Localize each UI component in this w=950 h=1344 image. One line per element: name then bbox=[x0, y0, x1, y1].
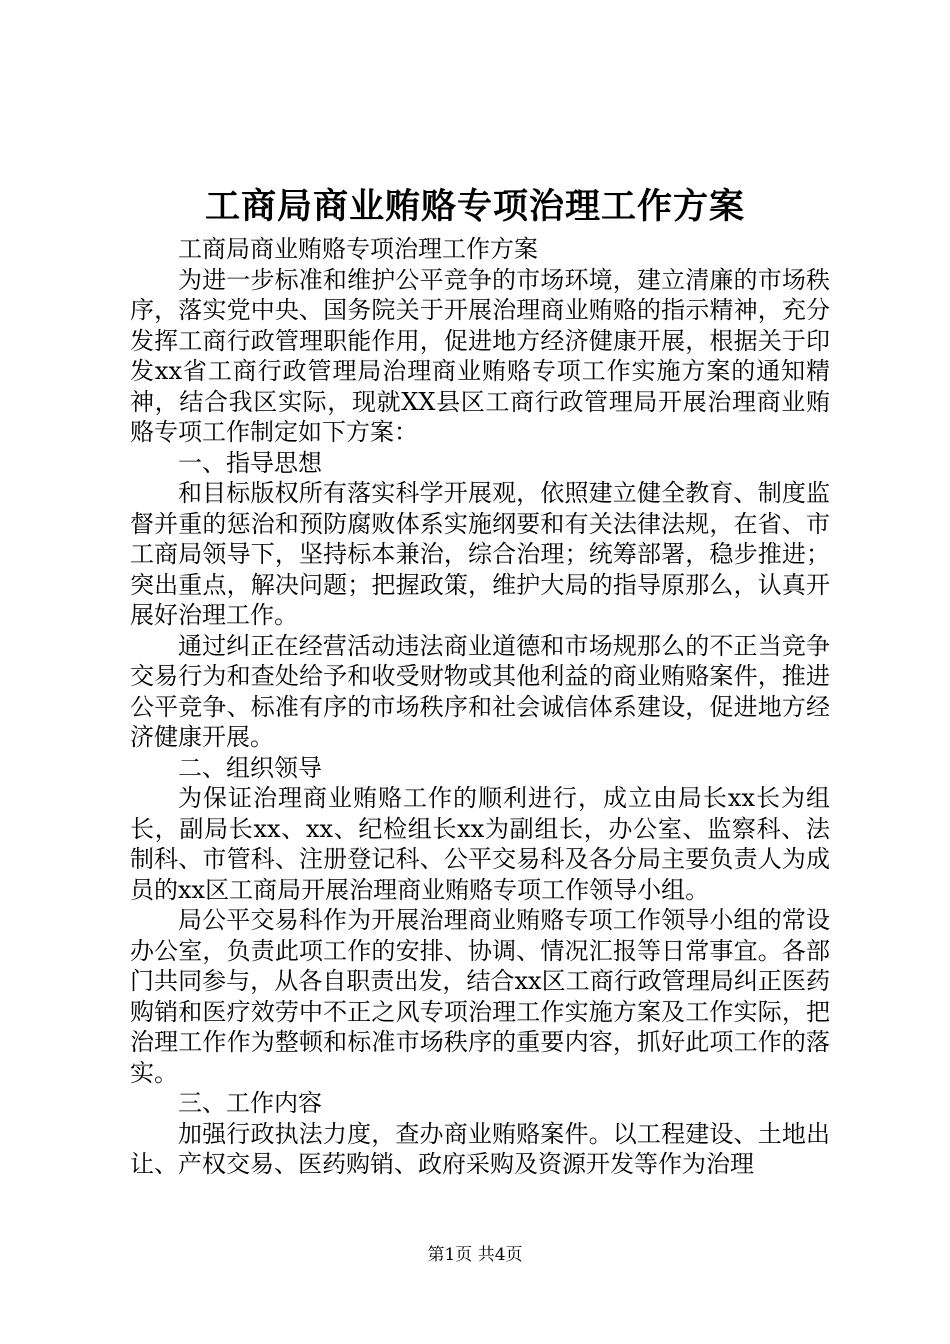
paragraph-enforcement: 加强行政执法力度，查办商业贿赂案件。以工程建设、土地出让、产权交易、医药购销、政府采购及资源开发等作为治理 bbox=[130, 1119, 830, 1178]
page-number: 第1页 bbox=[427, 1245, 473, 1265]
document-title: 工商局商业贿赂专项治理工作方案 bbox=[204, 186, 745, 227]
paragraph-leading-group: 为保证治理商业贿赂工作的顺利进行，成立由局长xx长为组长，副局长xx、xx、纪检组长xx为副组长，办公室、监察科、法制科、市管科、注册登记科、公平交易科及各分局主要负责人为成员的xx区工商局开展治理商业贿赂专项工作领导小组。 bbox=[130, 784, 830, 904]
section-heading-work-content: 三、工作内容 bbox=[178, 1089, 322, 1117]
paragraph-intro: 为进一步标准和维护公平竞争的市场环境，建立清廉的市场秩序，落实党中央、国务院关于开展治理商业贿赂的指示精神，充分发挥工商行政管理职能作用，促进地方经济健康开展，根据关于印发xx省工商行政管理局治理商业贿赂专项工作实施方案的通知精神，结合我区实际，现就XX县区工商行政管理局开展治理商业贿赂专项工作制定如下方案： bbox=[130, 265, 830, 446]
paragraph-objectives: 通过纠正在经营活动违法商业道德和市场规那么的不正当竞争交易行为和查处给予和收受财物或其他利益的商业贿赂案件，推进公平竞争、标准有序的市场秩序和社会诚信体系建设，促进地方经济健康开展。 bbox=[130, 631, 830, 751]
paragraph-office-duties: 局公平交易科作为开展治理商业贿赂专项工作领导小组的常设办公室，负责此项工作的安排、协调、情况汇报等日常事宜。各部门共同参与，从各自职责出发，结合xx区工商行政管理局纠正医药购销和医疗效劳中不正之风专项治理工作实施方案及工作实际，把治理工作作为整顿和标准市场秩序的重要内容，抓好此项工作的落实。 bbox=[130, 906, 830, 1087]
page-total: 共4页 bbox=[477, 1245, 523, 1265]
page-footer bbox=[0, 1243, 950, 1267]
section-heading-organization: 二、组织领导 bbox=[178, 753, 322, 782]
document-subtitle: 工商局商业贿赂专项治理工作方案 bbox=[178, 235, 538, 263]
section-heading-guiding-ideology: 一、指导思想 bbox=[178, 448, 322, 477]
paragraph-guiding-ideology: 和目标版权所有落实科学开展观，依照建立健全教育、制度监督并重的惩治和预防腐败体系实施纲要和有关法律法规，在省、市工商局领导下，坚持标本兼治，综合治理；统筹部署，稳步推进；突出重点，解决问题；把握政策，维护大局的指导原那么，认真开展好治理工作。 bbox=[130, 479, 830, 629]
document-body bbox=[130, 234, 830, 1180]
